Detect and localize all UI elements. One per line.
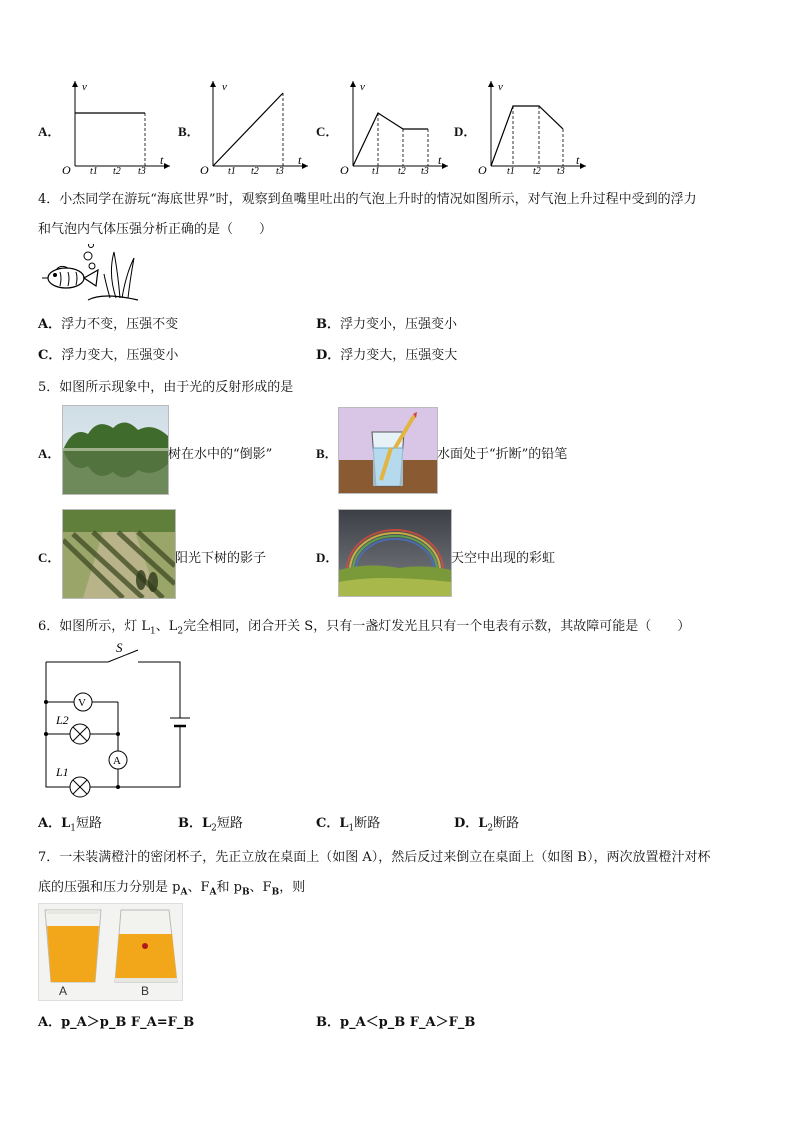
q6-voltmeter-label: V bbox=[78, 697, 86, 709]
q7-option-a-text: p_A＞p_B F_A=F_B bbox=[61, 1015, 195, 1030]
q6-option-d-post: 断路 bbox=[493, 816, 520, 831]
q3-graph-a bbox=[60, 76, 175, 176]
q6-stem-sub1: 1 bbox=[150, 626, 156, 637]
q5-option-b-letter[interactable]: B． bbox=[316, 446, 338, 461]
q7-option-a[interactable] bbox=[38, 1011, 194, 1030]
q5-photo-tree-reflection bbox=[62, 405, 169, 495]
q3-d-origin: O bbox=[478, 163, 487, 176]
q5-photo-tree-shadows bbox=[62, 509, 176, 599]
q3-d-axis-v: v bbox=[498, 81, 503, 93]
q6-option-a-sub: 1 bbox=[70, 823, 76, 834]
q6-option-b-letter: B． bbox=[178, 816, 202, 831]
q7-stem-line1: 7．一未装满橙汁的密闭杯子，先正立放在桌面上（如图 A），然后反过来倒立在桌面上（如图 B），两次放置橙汁对杯 bbox=[38, 850, 711, 865]
q7-option-b-letter: B． bbox=[316, 1015, 340, 1030]
q5-option-a-caption: 树在水中的“倒影” bbox=[168, 447, 273, 462]
q4-stem-line1: 4．小杰同学在游玩“海底世界”时，观察到鱼嘴里吐出的气泡上升时的情况如图所示，对气泡上升过程中受到的浮力 bbox=[38, 192, 697, 207]
q7-line2-sub-a1: A bbox=[180, 887, 188, 898]
q7-line2-sub-a2: A bbox=[209, 887, 217, 898]
q3-a-tick-1: t1 bbox=[90, 166, 98, 176]
q3-c-tick-3: t3 bbox=[421, 166, 429, 176]
q6-stem bbox=[38, 615, 690, 637]
q5-stem: 5．如图所示现象中，由于光的反射形成的是 bbox=[38, 380, 294, 395]
q4-stem-line2: 和气泡内气体压强分析正确的是（ ） bbox=[38, 222, 273, 237]
q4-option-b-text: 浮力变小，压强变小 bbox=[340, 317, 458, 332]
q6-option-d-sub: 2 bbox=[487, 823, 494, 834]
q5-option-c-caption: 阳光下树的影子 bbox=[175, 551, 267, 566]
q6-option-d[interactable] bbox=[454, 812, 519, 834]
q3-option-b-letter[interactable]: B． bbox=[178, 124, 200, 139]
q5-option-c-letter[interactable]: C． bbox=[38, 550, 61, 565]
q3-option-d-letter[interactable]: D． bbox=[454, 124, 477, 139]
q5-option-d-letter[interactable]: D． bbox=[316, 550, 339, 565]
q4-option-a[interactable] bbox=[38, 313, 178, 332]
q6-switch-label: S bbox=[116, 640, 123, 655]
q6-option-b-post: 短路 bbox=[216, 816, 243, 831]
q4-option-d-letter: D． bbox=[316, 348, 341, 363]
q3-b-tick-1: t1 bbox=[228, 166, 236, 176]
q5-option-b-caption: 水面处于“折断”的铅笔 bbox=[437, 447, 568, 462]
fish-bubble-figure bbox=[38, 244, 143, 304]
q3-c-axis-t: t bbox=[438, 153, 442, 167]
q7-option-b[interactable] bbox=[316, 1011, 475, 1030]
q5-option-d-caption: 天空中出现的彩虹 bbox=[451, 551, 556, 566]
q6-stem-pre: 6．如图所示，灯 L bbox=[38, 619, 151, 634]
q7-cup-a-label: A bbox=[59, 984, 68, 998]
q3-a-axis-v: v bbox=[82, 81, 87, 93]
q7-option-b-text: p_A＜p_B F_A＞F_B bbox=[340, 1015, 476, 1030]
q7-line2-post: ，则 bbox=[279, 880, 306, 895]
q4-option-c-letter: C． bbox=[38, 348, 62, 363]
q6-option-a-pre: L bbox=[61, 816, 71, 831]
q7-cup-b-label: B bbox=[141, 984, 150, 998]
q3-a-axis-t: t bbox=[160, 153, 164, 167]
q6-ammeter-label: A bbox=[113, 755, 121, 767]
q7-line2-mid1: 、F bbox=[187, 880, 210, 895]
q6-option-c-post: 断路 bbox=[354, 816, 381, 831]
q6-option-c-pre: L bbox=[339, 816, 349, 831]
q3-d-tick-1: t1 bbox=[507, 166, 515, 176]
q5-option-a-letter[interactable]: A． bbox=[38, 446, 61, 461]
q7-option-a-letter: A． bbox=[38, 1015, 62, 1030]
q7-line2-mid2: 和 p bbox=[216, 880, 242, 895]
q3-graph-d bbox=[476, 76, 591, 176]
q3-a-tick-2: t2 bbox=[113, 166, 121, 176]
q6-circuit-diagram bbox=[38, 638, 193, 798]
q6-option-a-post: 短路 bbox=[75, 816, 102, 831]
q4-option-d[interactable] bbox=[316, 344, 457, 363]
q3-c-tick-1: t1 bbox=[372, 166, 380, 176]
q4-option-a-letter: A． bbox=[38, 317, 62, 332]
q6-option-b[interactable] bbox=[178, 812, 243, 834]
q6-option-a-letter: A． bbox=[38, 816, 62, 831]
q6-option-a[interactable] bbox=[38, 812, 102, 834]
q3-c-tick-2: t2 bbox=[398, 166, 406, 176]
q4-option-b[interactable] bbox=[316, 313, 457, 332]
q6-option-c[interactable] bbox=[316, 812, 380, 834]
q5-photo-rainbow bbox=[338, 509, 452, 597]
q6-lamp2-label: L2 bbox=[56, 713, 69, 727]
q6-option-b-sub: 2 bbox=[211, 823, 217, 834]
q7-line2-pre: 底的压强和压力分别是 p bbox=[38, 880, 181, 895]
q7-cups-photo bbox=[38, 903, 183, 1001]
q7-line2-sub-b1: B bbox=[241, 887, 250, 898]
q4-option-d-text: 浮力变大，压强变大 bbox=[340, 348, 458, 363]
q3-graph-b bbox=[198, 76, 313, 176]
q4-option-c-text: 浮力变大，压强变小 bbox=[61, 348, 179, 363]
q6-option-d-letter: D． bbox=[454, 816, 479, 831]
q7-stem-line2 bbox=[38, 876, 305, 898]
q3-b-origin: O bbox=[200, 163, 209, 176]
q4-option-a-text: 浮力不变，压强不变 bbox=[61, 317, 179, 332]
q4-option-b-letter: B． bbox=[316, 317, 340, 332]
q3-d-tick-3: t3 bbox=[557, 166, 565, 176]
q3-a-tick-3: t3 bbox=[138, 166, 146, 176]
q3-c-axis-v: v bbox=[360, 81, 365, 93]
q3-d-tick-2: t2 bbox=[533, 166, 541, 176]
q3-b-axis-t: t bbox=[298, 153, 302, 167]
q3-option-a-letter[interactable]: A． bbox=[38, 124, 61, 139]
q6-lamp1-label: L1 bbox=[56, 765, 69, 779]
q3-b-axis-v: v bbox=[222, 81, 227, 93]
q6-option-c-sub: 1 bbox=[348, 823, 355, 834]
q7-line2-mid3: 、F bbox=[249, 880, 272, 895]
q3-b-tick-2: t2 bbox=[251, 166, 259, 176]
q6-option-d-pre: L bbox=[478, 816, 488, 831]
q6-stem-post: 完全相同，闭合开关 S，只有一盏灯发光且只有一个电表有示数，其故障可能是（ ） bbox=[183, 619, 691, 634]
q3-graph-c bbox=[338, 76, 453, 176]
q7-line2-sub-b2: B bbox=[271, 887, 280, 898]
q6-option-b-pre: L bbox=[202, 816, 212, 831]
q3-option-c-letter[interactable]: C． bbox=[316, 124, 339, 139]
q3-d-axis-t: t bbox=[576, 153, 580, 167]
q6-stem-mid: 、L bbox=[155, 619, 178, 634]
q6-option-c-letter: C． bbox=[316, 816, 340, 831]
q3-b-tick-3: t3 bbox=[276, 166, 284, 176]
q3-c-origin: O bbox=[340, 163, 349, 176]
q4-option-c[interactable] bbox=[38, 344, 178, 363]
q6-stem-sub2: 2 bbox=[177, 626, 184, 637]
q5-photo-pencil-in-water bbox=[338, 407, 438, 494]
q3-a-origin: O bbox=[62, 163, 71, 176]
